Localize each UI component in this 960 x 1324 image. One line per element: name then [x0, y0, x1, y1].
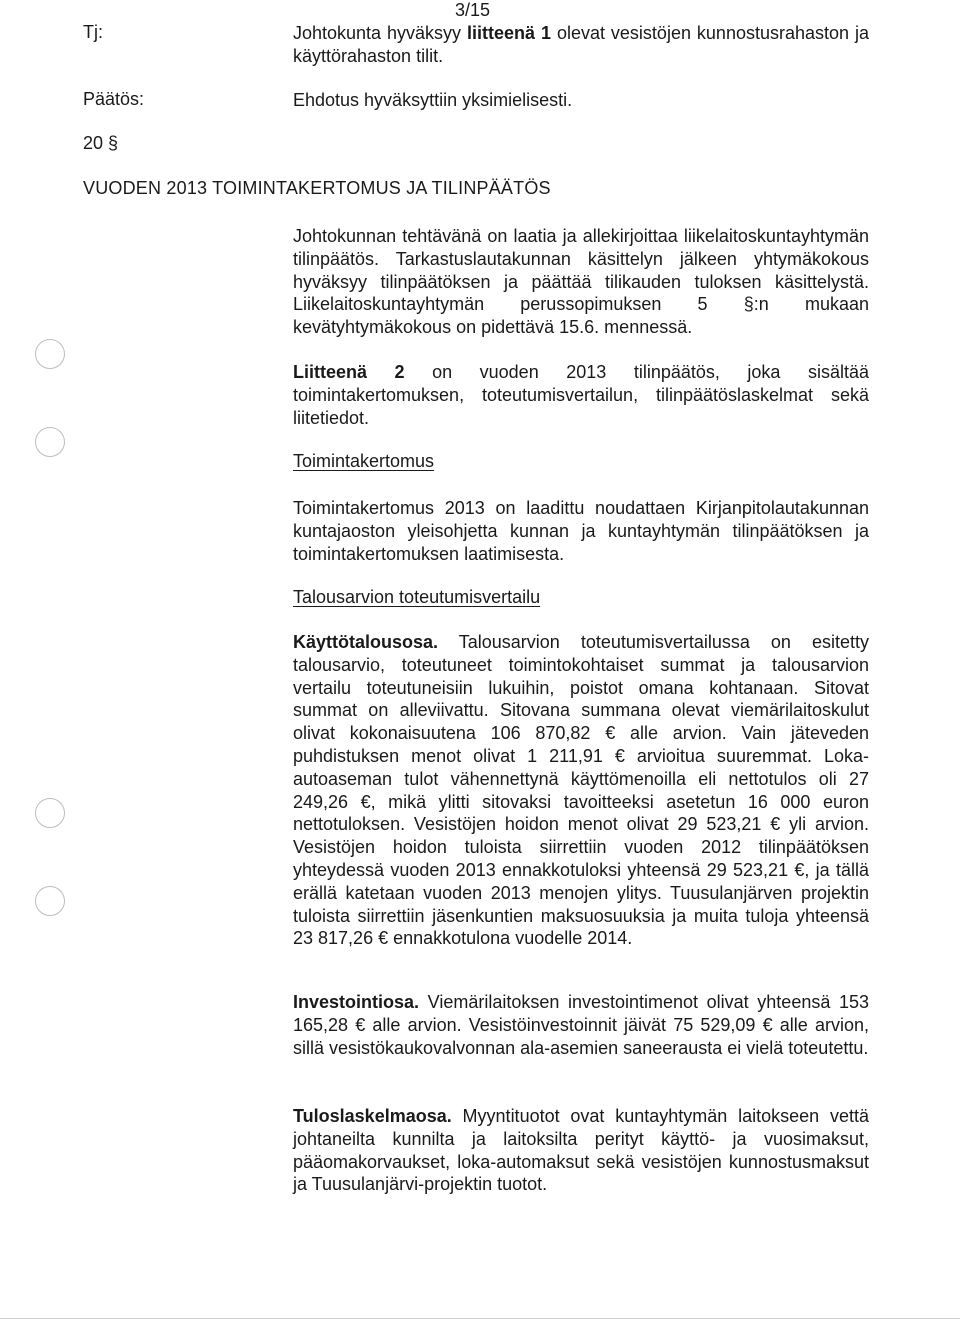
page-bottom-edge: [0, 1318, 960, 1319]
paragraph-tuloslaskelmaosa: [293, 1105, 869, 1196]
kayttotalousosa-rest: Talousarvion toteutumisvertailussa on esitetty talousarvio, toteutuneet toimintokohtaiset summat ja talousarvion vertailu toteutuneisiin lukuihin, poistot omana kohtanaan. Sitovat summat on alleviivattu. Sitovana summana olevat viemärilaitoskulut olivat kokonaisuutena 106 870,82 € alle arvion. Vain jäteveden puhdistuksen menot olivat 1 211,91 € arvioitua suuremmat. Loka-autoaseman tulot vähennettynä käyttömenoilla eli nettotulos oli 27 249,26 €, mikä ylitti sitovaksi tavoitteeksi asetetun 16 000 euron nettotuloksen. Vesistöjen hoidon menot olivat 29 523,21 € yli arvion. Vesistöjen hoidon tuloista siirrettiin vuoden 2012 tilinpäätöksen yhteydessä vuoden 2013 ennakkotuloksi yhteensä 29 523,21 €, ja tällä erällä katetaan vuoden 2013 menojen ylitys. Tuusulanjärven projektin tuloista siirrettiin jäsenkuntien maksuosuuksia ja muita tuloja yhteensä 23 817,26 € ennakkotulona vuodelle 2014.: [293, 632, 869, 949]
paragraph-investointiosa: [293, 991, 869, 1059]
paatos-text: Ehdotus hyväksyttiin yksimielisesti.: [293, 90, 573, 110]
tj-label: Tj:: [83, 22, 103, 42]
punch-hole-icon: [35, 427, 65, 457]
heading-toimintakertomus: Toimintakertomus: [293, 451, 435, 471]
punch-hole-icon: [35, 339, 65, 369]
page-number: 3/15: [455, 0, 491, 20]
kayttotalousosa-bold: Käyttötalousosa.: [293, 632, 439, 652]
tj-text-after: olevat vesistöjen kunnostusrahaston ja käyttörahaston tilit.: [293, 23, 869, 66]
investointiosa-bold: Investointiosa.: [293, 992, 420, 1012]
liite-bold: Liitteenä 2: [293, 362, 405, 382]
punch-hole-icon: [35, 886, 65, 916]
investointiosa-rest: Viemärilaitoksen investointimenot olivat yhteensä 153 165,28 € alle arvion. Vesistöinvestoinnit jäivät 75 529,09 € alle arvion, sillä vesistökaukovalvonnan ala-asemien saneerausta ei vielä toteutettu.: [293, 992, 869, 1058]
section-title: VUODEN 2013 TOIMINTAKERTOMUS JA TILINPÄÄTÖS: [83, 178, 551, 198]
paragraph-kayttotalousosa: [293, 631, 869, 950]
punch-hole-icon: [35, 798, 65, 828]
tuloslaskelmaosa-rest: Myyntituotot ovat kuntayhtymän laitokseen vettä johtaneilta kunnilta ja laitoksilta perityt käyttö- ja vuosimaksut, pääomakorvaukset, loka-automaksut sekä vesistöjen kunnostusmaksut ja Tuusulanjärvi-projektin tuotot.: [293, 1106, 869, 1195]
liite-rest: on vuoden 2013 tilinpäätös, joka sisältää toimintakertomuksen, toteutumisvertailun, tilinpäätöslaskelmat sekä liitetiedot.: [293, 362, 869, 428]
tj-text-bold: liitteenä 1: [467, 23, 551, 43]
paragraph-toimintakertomus: Toimintakertomus 2013 on laadittu noudattaen Kirjanpitolautakunnan kuntajaoston yleisohjetta kunnan ja kuntayhtymän tilinpäätöksen ja toimintakertomuksen laatimisesta.: [293, 498, 869, 564]
tj-text-before: Johtokunta hyväksyy: [293, 23, 467, 43]
tj-text: [293, 22, 869, 68]
paragraph-tehtava: Johtokunnan tehtävänä on laatia ja allekirjoittaa liikelaitoskuntayhtymän tilinpäätös. Tarkastuslautakunnan käsittelyn jälkeen yhtymäkokous hyväksyy tilinpäätöksen ja päättää tilikauden tuloksen käsittelystä. Liikelaitoskuntayhtymän perussopimuksen 5 §:n mukaan kevätyhtymäkokous on pidettävä 15.6. mennessä.: [293, 226, 869, 338]
heading-toteutumisvertailu: Talousarvion toteutumisvertailu: [293, 587, 541, 607]
tuloslaskelmaosa-bold: Tuloslaskelmaosa.: [293, 1106, 452, 1126]
paatos-label: Päätös:: [83, 89, 145, 109]
paragraph-liite: [293, 361, 869, 429]
section-number: 20 §: [83, 133, 119, 153]
